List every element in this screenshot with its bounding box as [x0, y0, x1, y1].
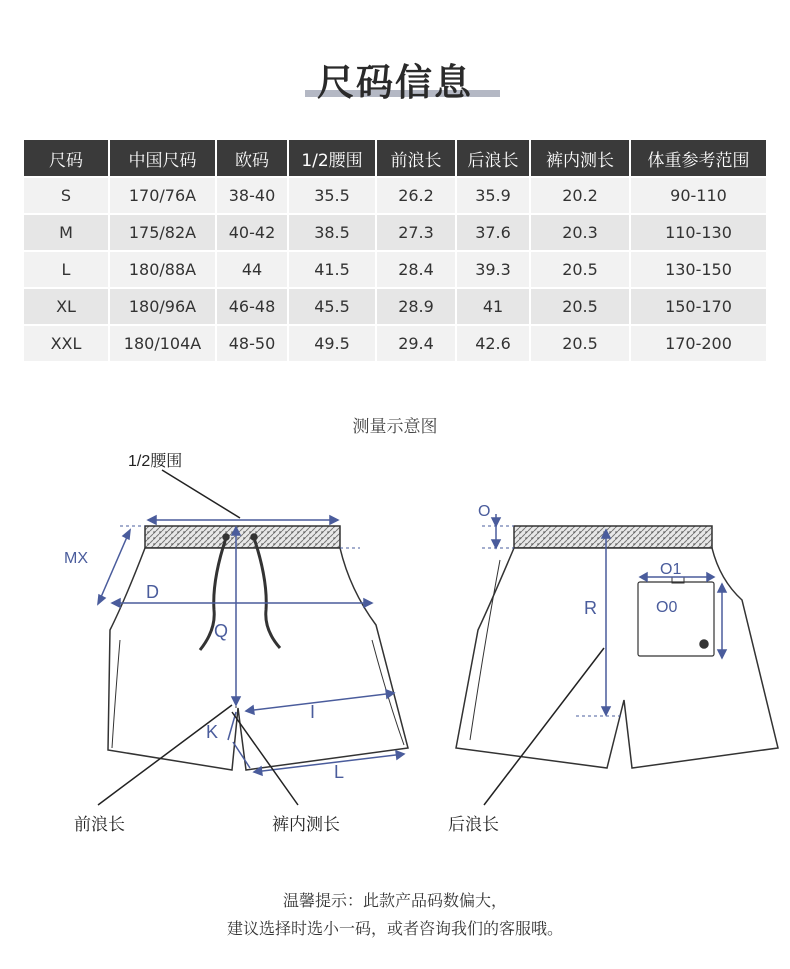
label-q: Q: [214, 621, 229, 641]
cell-china-size: 175/82A: [110, 213, 217, 250]
cell-size: XXL: [24, 324, 110, 361]
cell-china-size: 180/96A: [110, 287, 217, 324]
cell-size: M: [24, 213, 110, 250]
title-block: [0, 50, 790, 110]
cell-front-rise: 29.4: [377, 324, 457, 361]
cell-front-rise: 28.4: [377, 250, 457, 287]
cell-inseam: 20.5: [531, 287, 631, 324]
cell-inseam: 20.5: [531, 250, 631, 287]
header-inseam: 裤内测长: [531, 140, 631, 176]
diagram-title: 测量示意图: [352, 417, 438, 437]
label-r: R: [584, 598, 597, 618]
cell-eu-size: 46-48: [217, 287, 289, 324]
note-line-1: 温馨提示：此款产品码数偏大，: [282, 891, 507, 910]
header-eu-size: 欧码: [217, 140, 289, 176]
header-back-rise: 后浪长: [457, 140, 531, 176]
header-china-size: 中国尺码: [110, 140, 217, 176]
note-line-2: 建议选择时选小一码，或者咨询我们的客服哦。: [226, 919, 563, 938]
label-back-rise: 后浪长: [448, 815, 499, 834]
header-weight-range: 体重参考范围: [631, 140, 766, 176]
cell-size: XL: [24, 287, 110, 324]
table-row: [24, 250, 766, 287]
table-header-row: [24, 140, 766, 176]
cell-half-waist: 45.5: [289, 287, 377, 324]
back-shorts: [456, 526, 778, 768]
label-i: I: [310, 702, 316, 722]
cell-china-size: 180/88A: [110, 250, 217, 287]
label-o: O: [478, 503, 491, 520]
cell-eu-size: 38-40: [217, 176, 289, 213]
label-d: D: [146, 582, 159, 602]
front-waistband: [145, 526, 340, 548]
cell-half-waist: 41.5: [289, 250, 377, 287]
cell-inseam: 20.3: [531, 213, 631, 250]
cell-half-waist: 49.5: [289, 324, 377, 361]
cell-weight-range: 150-170: [631, 287, 766, 324]
label-inseam: 裤内测长: [272, 815, 340, 834]
cell-eu-size: 48-50: [217, 324, 289, 361]
cell-inseam: 20.2: [531, 176, 631, 213]
table-row: [24, 176, 766, 213]
cell-inseam: 20.5: [531, 324, 631, 361]
cell-back-rise: 42.6: [457, 324, 531, 361]
cell-back-rise: 37.6: [457, 213, 531, 250]
cell-half-waist: 35.5: [289, 176, 377, 213]
cell-size: S: [24, 176, 110, 213]
cell-back-rise: 41: [457, 287, 531, 324]
cell-back-rise: 35.9: [457, 176, 531, 213]
label-l: L: [334, 762, 345, 782]
cell-weight-range: 130-150: [631, 250, 766, 287]
table-row: [24, 287, 766, 324]
cell-front-rise: 28.9: [377, 287, 457, 324]
cell-china-size: 180/104A: [110, 324, 217, 361]
cell-size: L: [24, 250, 110, 287]
back-shorts-outline: [456, 548, 778, 768]
cell-weight-range: 170-200: [631, 324, 766, 361]
cell-china-size: 170/76A: [110, 176, 217, 213]
cell-weight-range: 90-110: [631, 176, 766, 213]
header-size: 尺码: [24, 140, 110, 176]
size-table: [24, 140, 766, 361]
back-waistband: [514, 526, 712, 548]
cell-eu-size: 40-42: [217, 213, 289, 250]
table-row: [24, 213, 766, 250]
label-k: K: [206, 722, 219, 742]
cell-front-rise: 26.2: [377, 176, 457, 213]
cell-front-rise: 27.3: [377, 213, 457, 250]
cell-half-waist: 38.5: [289, 213, 377, 250]
header-front-rise: 前浪长: [377, 140, 457, 176]
measurement-diagram: [0, 440, 790, 850]
label-front-rise: 前浪长: [74, 815, 125, 834]
label-o0: O0: [656, 599, 678, 616]
cell-eu-size: 44: [217, 250, 289, 287]
label-mx: MX: [64, 550, 88, 567]
header-half-waist: 1/2腰围: [289, 140, 377, 176]
front-shorts: [108, 526, 408, 770]
cell-weight-range: 110-130: [631, 213, 766, 250]
cell-back-rise: 39.3: [457, 250, 531, 287]
table-row: [24, 324, 766, 361]
page-title: 尺码信息: [317, 61, 473, 104]
label-half-waist: 1/2腰围: [128, 453, 183, 470]
label-o1: O1: [660, 561, 682, 578]
